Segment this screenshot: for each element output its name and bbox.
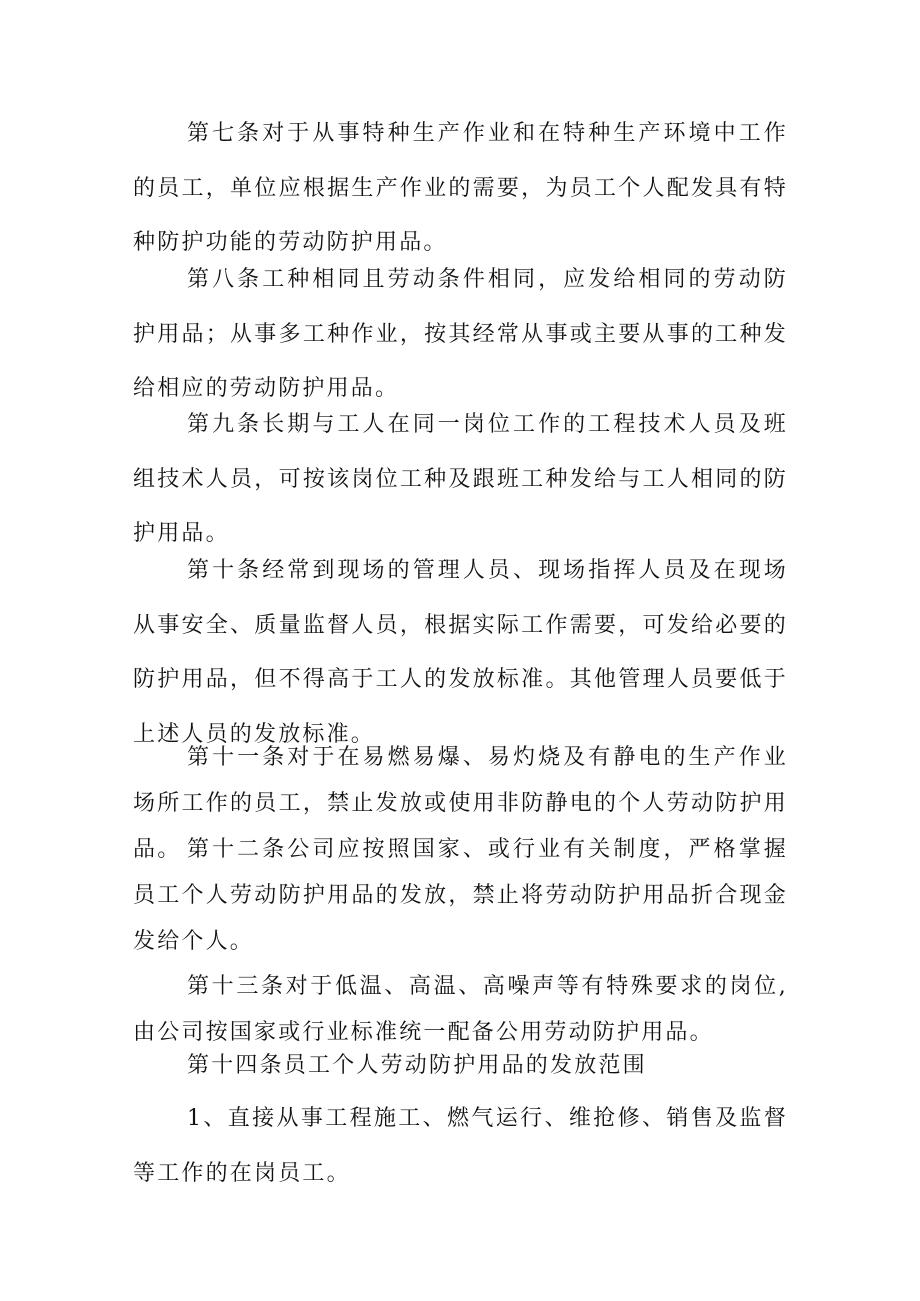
article-8-paragraph: 第八条工种相同且劳动条件相同，应发给相同的劳动防护用品；从事多工种作业，按其经常从事或主要从事的工种发给相应的劳动防护用品。 <box>133 267 788 401</box>
article-10-paragraph: 第十条经常到现场的管理人员、现场指挥人员及在现场从事安全、质量监督人员，根据实际工作需要，可发给必要的防护用品，但不得高于工人的发放标准。其他管理人员要低于上述人员的发放标准。 <box>133 558 788 747</box>
article-12-paragraph: 第十二条公司应按照国家、或行业有关制度，严格掌握员工个人劳动防护用品的发放，禁止将劳动防护用品折合现金发给个人。 <box>133 837 788 954</box>
article-7-paragraph: 第七条对于从事特种生产作业和在特种生产环境中工作的员工，单位应根据生产作业的需要，为员工个人配发具有特种防护功能的劳动防护用品。 <box>133 121 788 255</box>
article-9-paragraph: 第九条长期与工人在同一岗位工作的工程技术人员及班组技术人员，可按该岗位工种及跟班工种发给与工人相同的防护用品。 <box>133 412 788 546</box>
article-14-heading: 第十四条员工个人劳动防护用品的发放范围 <box>187 1053 647 1078</box>
article-11-paragraph: 第十一条对于在易燃易爆、易灼烧及有静电的生产作业场所工作的员工，禁止发放或使用非防静电的个人劳动防护用品。 <box>133 745 788 862</box>
article-13-paragraph: 第十三条对于低温、高温、高噪声等有特殊要求的岗位,由公司按国家或行业标准统一配备公用劳动防护用品。 <box>133 974 788 1045</box>
scope-item-1: 1、直接从事工程施工、燃气运行、维抢修、销售及监督等工作的在岗员工。 <box>133 1106 788 1186</box>
